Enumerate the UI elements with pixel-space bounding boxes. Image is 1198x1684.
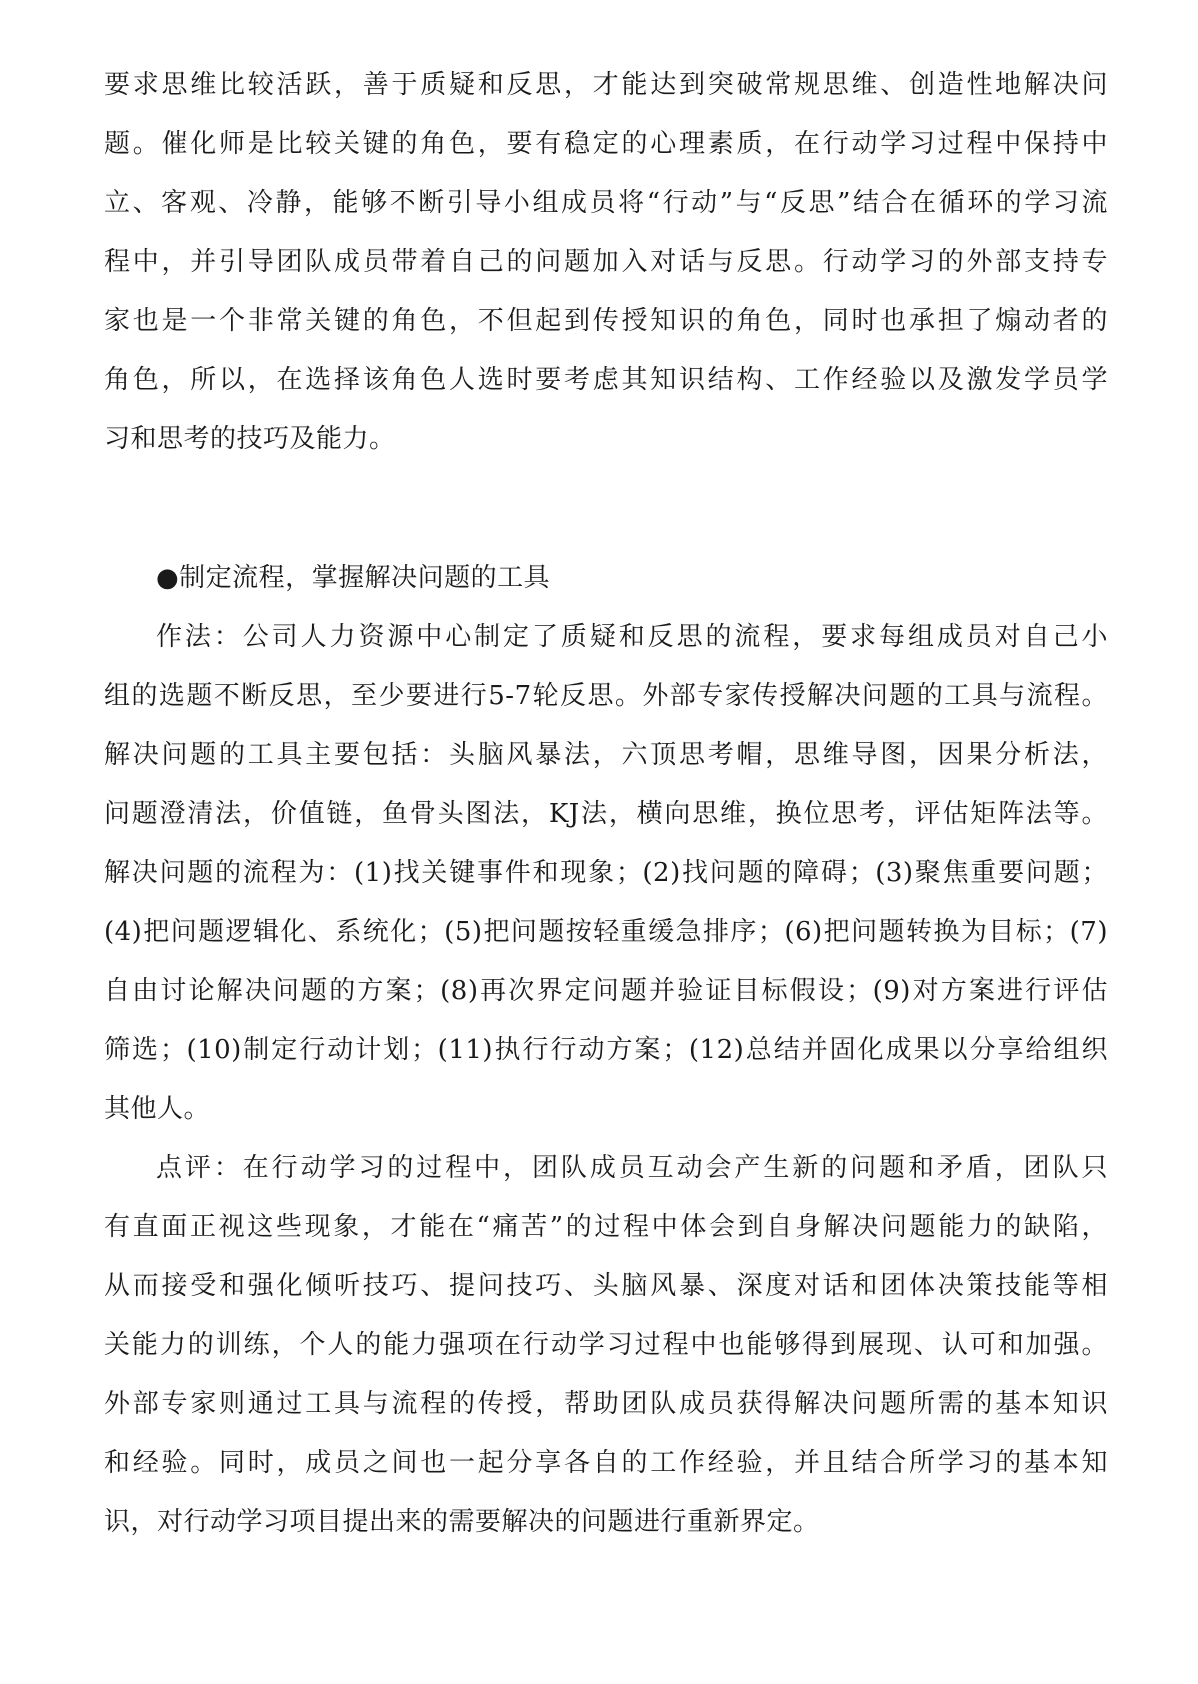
text-line: 自由讨论解决问题的方案；(8)再次界定问题并验证目标假设；(9)对方案进行评估 xyxy=(104,976,1108,1006)
text-line: 立、客观、冷静，能够不断引导小组成员将“行动”与“反思”结合在循环的学习流 xyxy=(104,188,1108,218)
text-line: 从而接受和强化倾听技巧、提问技巧、头脑风暴、深度对话和团体决策技能等相 xyxy=(104,1271,1108,1301)
text-line: 有直面正视这些现象，才能在“痛苦”的过程中体会到自身解决问题能力的缺陷， xyxy=(104,1212,1108,1242)
text-line: 作法：公司人力资源中心制定了质疑和反思的流程，要求每组成员对自己小 xyxy=(156,622,1108,652)
section-gap xyxy=(104,469,1108,549)
text-line: 问题澄清法，价值链，鱼骨头图法，KJ法，横向思维，换位思考，评估矩阵法等。 xyxy=(104,799,1108,829)
text-line: 要求思维比较活跃，善于质疑和反思，才能达到突破常规思维、创造性地解决问 xyxy=(104,70,1108,100)
section-heading: ●制定流程，掌握解决问题的工具 xyxy=(156,563,551,593)
text-line: 题。催化师是比较关键的角色，要有稳定的心理素质，在行动学习过程中保持中 xyxy=(104,129,1108,159)
text-line: (4)把问题逻辑化、系统化；(5)把问题按轻重缓急排序；(6)把问题转换为目标；(7) xyxy=(104,917,1108,947)
paragraph-comment xyxy=(104,1139,1108,1552)
text-line: 和经验。同时，成员之间也一起分享各自的工作经验，并且结合所学习的基本知 xyxy=(104,1448,1108,1478)
text-line: 组的选题不断反思，至少要进行5-7轮反思。外部专家传授解决问题的工具与流程。 xyxy=(104,681,1108,711)
text-line: 习和思考的技巧及能力。 xyxy=(104,424,396,454)
text-line: 点评：在行动学习的过程中，团队成员互动会产生新的问题和矛盾，团队只 xyxy=(156,1153,1108,1183)
text-line: 解决问题的流程为：(1)找关键事件和现象；(2)找问题的障碍；(3)聚焦重要问题； xyxy=(104,858,1108,888)
text-line: 识，对行动学习项目提出来的需要解决的问题进行重新界定。 xyxy=(104,1507,820,1537)
text-line: 关能力的训练，个人的能力强项在行动学习过程中也能够得到展现、认可和加强。 xyxy=(104,1330,1108,1360)
text-line: 程中，并引导团队成员带着自己的问题加入对话与反思。行动学习的外部支持专 xyxy=(104,247,1108,277)
text-line: 解决问题的工具主要包括：头脑风暴法，六顶思考帽，思维导图，因果分析法， xyxy=(104,740,1108,770)
text-line: 筛选；(10)制定行动计划；(11)执行行动方案；(12)总结并固化成果以分享给组织 xyxy=(104,1035,1108,1065)
text-line: 家也是一个非常关键的角色，不但起到传授知识的角色，同时也承担了煽动者的 xyxy=(104,306,1108,336)
document-page xyxy=(104,56,1108,1552)
text-line: 外部专家则通过工具与流程的传授，帮助团队成员获得解决问题所需的基本知识 xyxy=(104,1389,1108,1419)
paragraph-roles xyxy=(104,56,1108,469)
text-line: 其他人。 xyxy=(104,1094,211,1124)
text-line: 角色，所以，在选择该角色人选时要考虑其知识结构、工作经验以及激发学员学 xyxy=(104,365,1108,395)
paragraph-method xyxy=(104,608,1108,1139)
